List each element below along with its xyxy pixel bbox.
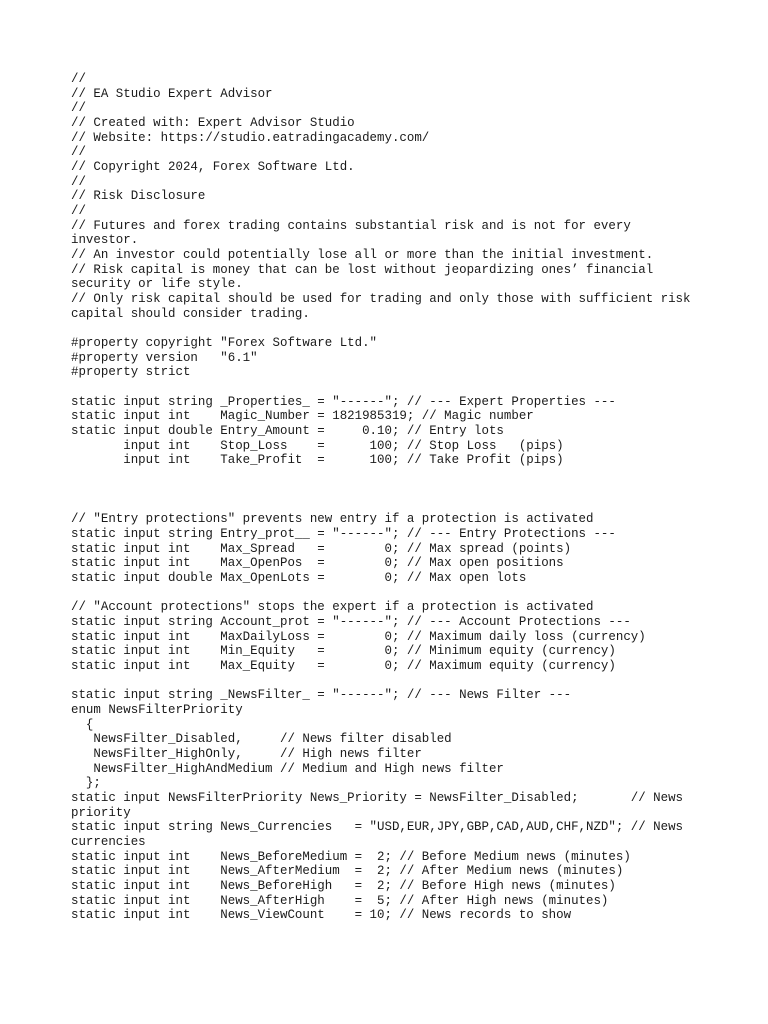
code-line: static input int News_AfterHigh = 5; // After High news (minutes)	[71, 893, 609, 908]
code-line: // Website: https://studio.eatradingacademy.com/	[71, 130, 430, 145]
code-line: {	[71, 717, 94, 732]
code-line: input int Stop_Loss = 100; // Stop Loss (pips)	[71, 438, 564, 453]
code-line	[71, 321, 711, 336]
code-line: //	[71, 204, 86, 219]
code-line: static input int Max_OpenPos = 0; // Max open positions	[71, 556, 564, 571]
code-line: static input int News_BeforeMedium = 2; // Before Medium news (minutes)	[71, 849, 631, 864]
code-line: static input double Max_OpenLots = 0; // Max open lots	[71, 570, 527, 585]
code-line: static input string _Properties_ = "------"; // --- Expert Properties ---	[71, 394, 616, 409]
code-line: // An investor could potentially lose all or more than the initial investment.	[71, 248, 654, 263]
code-line: currencies	[71, 834, 146, 849]
code-line	[71, 497, 711, 512]
code-line: enum NewsFilterPriority	[71, 702, 243, 717]
code-line: static input NewsFilterPriority News_Priority = NewsFilter_Disabled; // News	[71, 790, 684, 805]
code-line	[71, 674, 711, 689]
code-line: #property strict	[71, 365, 191, 380]
code-line	[71, 586, 711, 601]
code-line: //	[71, 174, 86, 189]
code-line: static input int News_ViewCount = 10; // News records to show	[71, 908, 572, 923]
code-line: // Only risk capital should be used for trading and only those with sufficient risk	[71, 292, 691, 307]
code-line: NewsFilter_HighOnly, // High news filter	[71, 746, 422, 761]
code-line	[71, 483, 711, 498]
code-line: // Risk capital is money that can be lost without jeopardizing ones’ financial	[71, 262, 654, 277]
code-line: #property copyright "Forex Software Ltd."	[71, 336, 378, 351]
code-line: //	[71, 72, 86, 86]
code-line: priority	[71, 805, 131, 820]
code-line: static input string _NewsFilter_ = "------"; // --- News Filter ---	[71, 688, 572, 703]
code-line: static input string Account_prot = "------"; // --- Account Protections ---	[71, 614, 631, 629]
code-line: //	[71, 145, 86, 160]
source-code-block	[71, 72, 711, 923]
code-line: NewsFilter_Disabled, // News filter disabled	[71, 732, 452, 747]
code-line: #property version "6.1"	[71, 350, 258, 365]
code-line: // "Entry protections" prevents new entry if a protection is activated	[71, 512, 594, 527]
code-line: };	[71, 776, 101, 791]
code-line: // Futures and forex trading contains substantial risk and is not for every	[71, 218, 631, 233]
code-line: static input int Max_Equity = 0; // Maximum equity (currency)	[71, 658, 616, 673]
code-line: static input int Magic_Number = 1821985319; // Magic number	[71, 409, 534, 424]
code-line: static input int MaxDailyLoss = 0; // Maximum daily loss (currency)	[71, 629, 646, 644]
code-line: static input double Entry_Amount = 0.10; // Entry lots	[71, 424, 504, 439]
code-line: // Created with: Expert Advisor Studio	[71, 116, 355, 131]
code-line	[71, 468, 711, 483]
code-line: // Copyright 2024, Forex Software Ltd.	[71, 160, 355, 175]
code-line: static input int Max_Spread = 0; // Max spread (points)	[71, 541, 572, 556]
code-line: // "Account protections" stops the expert if a protection is activated	[71, 600, 594, 615]
code-line: // EA Studio Expert Advisor	[71, 86, 273, 101]
code-line: static input int News_AfterMedium = 2; // After Medium news (minutes)	[71, 864, 624, 879]
code-line	[71, 380, 711, 395]
code-line: investor.	[71, 233, 139, 248]
code-line: static input string Entry_prot__ = "------"; // --- Entry Protections ---	[71, 526, 616, 541]
code-line: //	[71, 101, 86, 116]
code-line: NewsFilter_HighAndMedium // Medium and High news filter	[71, 761, 504, 776]
code-line: capital should consider trading.	[71, 306, 310, 321]
code-line: static input int Min_Equity = 0; // Minimum equity (currency)	[71, 644, 616, 659]
code-line: // Risk Disclosure	[71, 189, 206, 204]
code-line: static input int News_BeforeHigh = 2; // Before High news (minutes)	[71, 878, 616, 893]
code-line: security or life style.	[71, 277, 243, 292]
code-line: input int Take_Profit = 100; // Take Profit (pips)	[71, 453, 564, 468]
code-line: static input string News_Currencies = "USD,EUR,JPY,GBP,CAD,AUD,CHF,NZD"; // News	[71, 820, 684, 835]
